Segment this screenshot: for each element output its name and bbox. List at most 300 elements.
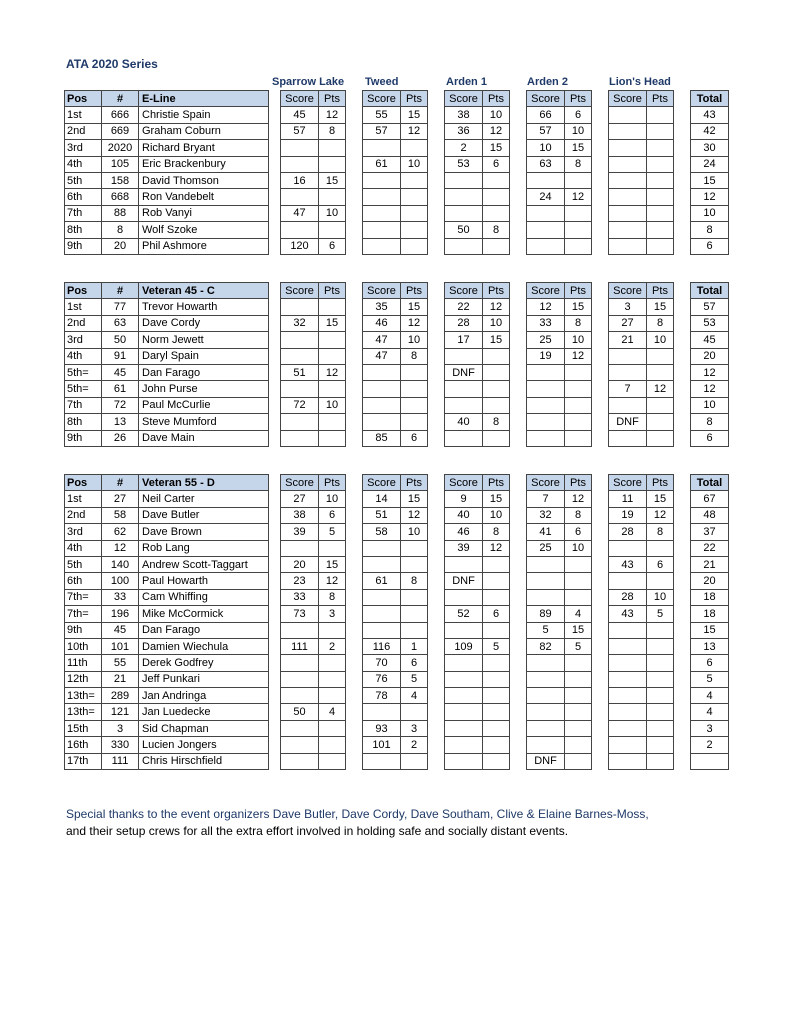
column-gap [428, 299, 445, 315]
column-gap [346, 507, 363, 523]
points-cell [401, 140, 428, 156]
points-cell: 12 [647, 381, 674, 397]
pts-column-header: Pts [401, 91, 428, 107]
column-gap [674, 704, 691, 720]
points-cell [647, 222, 674, 238]
total-cell: 30 [691, 140, 729, 156]
column-gap [269, 688, 281, 704]
total-cell: 43 [691, 107, 729, 123]
column-gap [592, 638, 609, 654]
rider-number-cell: 101 [102, 638, 139, 654]
table-row [65, 556, 729, 572]
score-cell [527, 704, 565, 720]
column-gap [674, 491, 691, 507]
column-gap [592, 524, 609, 540]
column-gap [510, 172, 527, 188]
points-cell: 6 [565, 107, 592, 123]
score-cell: 57 [363, 123, 401, 139]
score-cell [281, 688, 319, 704]
score-cell: 12 [527, 299, 565, 315]
column-gap [269, 140, 281, 156]
acknowledgement-note [66, 806, 766, 840]
position-cell: 7th= [65, 606, 102, 622]
position-cell: 8th [65, 414, 102, 430]
rider-name-cell: Dave Butler [139, 507, 269, 523]
score-cell: 11 [609, 491, 647, 507]
score-cell: DNF [527, 753, 565, 769]
score-cell [527, 556, 565, 572]
column-gap [346, 172, 363, 188]
position-cell: 4th [65, 348, 102, 364]
points-cell [319, 222, 346, 238]
score-cell [363, 364, 401, 380]
points-cell [647, 205, 674, 221]
table-row [65, 753, 729, 769]
rider-number-cell: 8 [102, 222, 139, 238]
points-cell [565, 720, 592, 736]
points-cell: 10 [483, 507, 510, 523]
column-gap [428, 720, 445, 736]
points-cell [647, 123, 674, 139]
points-cell [319, 414, 346, 430]
points-cell [483, 655, 510, 671]
points-cell [401, 753, 428, 769]
points-cell: 12 [565, 348, 592, 364]
score-column-header: Score [363, 475, 401, 491]
column-gap [592, 671, 609, 687]
points-cell [565, 205, 592, 221]
score-cell [527, 172, 565, 188]
column-gap [269, 720, 281, 736]
column-gap [269, 364, 281, 380]
table-row [65, 107, 729, 123]
pts-column-header: Pts [319, 91, 346, 107]
column-gap [269, 737, 281, 753]
total-cell: 6 [691, 238, 729, 254]
rider-number-cell: 2020 [102, 140, 139, 156]
rider-name-cell: Paul Howarth [139, 573, 269, 589]
column-gap [346, 688, 363, 704]
rider-name-cell: Wolf Szoke [139, 222, 269, 238]
column-gap [428, 688, 445, 704]
pts-column-header: Pts [319, 475, 346, 491]
points-cell: 5 [401, 671, 428, 687]
table-row [65, 348, 729, 364]
column-gap [510, 140, 527, 156]
points-cell [483, 622, 510, 638]
score-cell: 7 [609, 381, 647, 397]
points-cell [565, 688, 592, 704]
score-cell [609, 753, 647, 769]
rider-name-cell: Andrew Scott-Taggart [139, 556, 269, 572]
points-cell: 6 [319, 238, 346, 254]
points-cell: 8 [319, 123, 346, 139]
column-gap [510, 430, 527, 446]
score-cell: 52 [445, 606, 483, 622]
rider-number-cell: 55 [102, 655, 139, 671]
column-gap [269, 283, 281, 299]
column-gap [592, 704, 609, 720]
column-gap [510, 123, 527, 139]
score-cell: 28 [609, 589, 647, 605]
rider-number-cell: 100 [102, 573, 139, 589]
points-cell: 6 [401, 655, 428, 671]
column-gap [592, 140, 609, 156]
column-gap [346, 622, 363, 638]
rider-name-cell: Trevor Howarth [139, 299, 269, 315]
table-row [65, 606, 729, 622]
score-cell [281, 720, 319, 736]
table-row [65, 397, 729, 413]
rider-number-cell: 77 [102, 299, 139, 315]
position-cell: 13th= [65, 704, 102, 720]
column-gap [269, 704, 281, 720]
column-gap [269, 222, 281, 238]
column-gap [510, 507, 527, 523]
total-cell: 12 [691, 364, 729, 380]
score-cell [609, 348, 647, 364]
column-gap [269, 540, 281, 556]
points-cell [319, 299, 346, 315]
column-gap [346, 91, 363, 107]
score-column-header: Score [609, 475, 647, 491]
column-gap [592, 430, 609, 446]
rider-name-cell: Rob Lang [139, 540, 269, 556]
column-gap [592, 205, 609, 221]
column-gap [269, 205, 281, 221]
score-cell [363, 172, 401, 188]
score-cell [445, 172, 483, 188]
points-cell: 6 [483, 156, 510, 172]
points-cell [565, 364, 592, 380]
position-cell: 13th= [65, 688, 102, 704]
score-cell: 35 [363, 299, 401, 315]
column-gap [674, 222, 691, 238]
points-cell [401, 381, 428, 397]
total-cell: 57 [691, 299, 729, 315]
column-gap [346, 737, 363, 753]
column-gap [510, 107, 527, 123]
column-gap [269, 589, 281, 605]
column-gap [428, 238, 445, 254]
column-gap [592, 123, 609, 139]
position-cell: 5th [65, 172, 102, 188]
score-cell [363, 222, 401, 238]
score-cell [281, 540, 319, 556]
column-gap [510, 397, 527, 413]
points-cell [319, 348, 346, 364]
points-cell: 10 [647, 332, 674, 348]
pos-column-header: Pos [65, 475, 102, 491]
column-gap [428, 491, 445, 507]
column-gap [428, 172, 445, 188]
total-cell [691, 753, 729, 769]
points-cell [319, 753, 346, 769]
column-gap [592, 156, 609, 172]
score-cell: 10 [527, 140, 565, 156]
score-cell: 57 [281, 123, 319, 139]
column-gap [674, 753, 691, 769]
score-column-header: Score [363, 91, 401, 107]
column-gap [346, 140, 363, 156]
score-cell: 53 [445, 156, 483, 172]
column-gap [269, 156, 281, 172]
table-row [65, 381, 729, 397]
score-cell [609, 238, 647, 254]
points-cell: 8 [401, 348, 428, 364]
column-gap [592, 222, 609, 238]
points-cell [647, 238, 674, 254]
column-gap [592, 189, 609, 205]
position-cell: 15th [65, 720, 102, 736]
column-gap [428, 123, 445, 139]
rider-name-cell: Jan Andringa [139, 688, 269, 704]
column-gap [269, 299, 281, 315]
score-cell: 89 [527, 606, 565, 622]
score-cell [609, 688, 647, 704]
column-gap [674, 107, 691, 123]
score-cell: 43 [609, 606, 647, 622]
score-cell: 58 [363, 524, 401, 540]
class-name-header: Veteran 55 - D [139, 475, 269, 491]
points-cell [565, 381, 592, 397]
column-gap [510, 332, 527, 348]
total-column-header: Total [691, 475, 729, 491]
points-cell [647, 156, 674, 172]
column-gap [674, 606, 691, 622]
score-cell [445, 720, 483, 736]
pts-column-header: Pts [565, 475, 592, 491]
column-gap [510, 655, 527, 671]
score-cell [445, 238, 483, 254]
score-cell: 41 [527, 524, 565, 540]
column-gap [428, 573, 445, 589]
column-gap [269, 573, 281, 589]
column-gap [592, 91, 609, 107]
column-gap [674, 140, 691, 156]
column-gap [346, 753, 363, 769]
points-cell: 4 [319, 704, 346, 720]
column-gap [428, 414, 445, 430]
table-row [65, 671, 729, 687]
column-gap [592, 332, 609, 348]
table-header-row [65, 91, 729, 107]
points-cell [647, 107, 674, 123]
column-gap [269, 524, 281, 540]
column-gap [428, 556, 445, 572]
points-cell [319, 720, 346, 736]
points-cell: 12 [401, 315, 428, 331]
score-cell: 5 [527, 622, 565, 638]
number-column-header: # [102, 475, 139, 491]
score-column-header: Score [445, 475, 483, 491]
points-cell: 6 [401, 430, 428, 446]
position-cell: 10th [65, 638, 102, 654]
rider-name-cell: Chris Hirschfield [139, 753, 269, 769]
points-cell [319, 430, 346, 446]
position-cell: 6th [65, 573, 102, 589]
column-gap [510, 540, 527, 556]
points-cell [401, 364, 428, 380]
column-gap [592, 720, 609, 736]
rider-number-cell: 196 [102, 606, 139, 622]
points-cell: 15 [483, 491, 510, 507]
column-gap [346, 348, 363, 364]
column-gap [269, 397, 281, 413]
points-cell: 15 [565, 622, 592, 638]
column-gap [510, 753, 527, 769]
score-cell [609, 222, 647, 238]
column-gap [269, 189, 281, 205]
score-cell: 36 [445, 123, 483, 139]
column-gap [592, 414, 609, 430]
position-cell: 16th [65, 737, 102, 753]
column-gap [346, 414, 363, 430]
column-gap [346, 364, 363, 380]
score-cell: 66 [527, 107, 565, 123]
column-gap [346, 524, 363, 540]
column-gap [269, 414, 281, 430]
pts-column-header: Pts [319, 283, 346, 299]
rider-name-cell: Dave Cordy [139, 315, 269, 331]
rider-number-cell: 88 [102, 205, 139, 221]
points-cell: 12 [483, 123, 510, 139]
score-cell [281, 414, 319, 430]
table-row [65, 414, 729, 430]
points-cell [483, 397, 510, 413]
column-gap [269, 655, 281, 671]
rider-name-cell: Richard Bryant [139, 140, 269, 156]
points-cell: 6 [647, 556, 674, 572]
table-row [65, 507, 729, 523]
column-gap [269, 172, 281, 188]
position-cell: 1st [65, 107, 102, 123]
score-cell: 61 [363, 573, 401, 589]
score-column-header: Score [281, 475, 319, 491]
points-cell: 12 [647, 507, 674, 523]
column-gap [428, 540, 445, 556]
score-cell [363, 622, 401, 638]
rider-name-cell: Phil Ashmore [139, 238, 269, 254]
column-gap [346, 156, 363, 172]
column-gap [592, 655, 609, 671]
score-cell [609, 638, 647, 654]
pts-column-header: Pts [565, 283, 592, 299]
points-cell [483, 348, 510, 364]
column-gap [346, 397, 363, 413]
rider-number-cell: 27 [102, 491, 139, 507]
score-column-header: Score [445, 91, 483, 107]
points-cell [483, 688, 510, 704]
column-gap [428, 753, 445, 769]
score-cell: 47 [363, 348, 401, 364]
pts-column-header: Pts [401, 283, 428, 299]
score-cell [527, 205, 565, 221]
points-cell [319, 737, 346, 753]
column-gap [510, 315, 527, 331]
points-cell: 8 [647, 315, 674, 331]
rider-name-cell: Jeff Punkari [139, 671, 269, 687]
column-gap [510, 238, 527, 254]
column-gap [674, 622, 691, 638]
column-gap [592, 540, 609, 556]
column-gap [592, 589, 609, 605]
points-cell [647, 430, 674, 446]
table-row [65, 573, 729, 589]
score-cell [445, 381, 483, 397]
points-cell: 3 [401, 720, 428, 736]
column-gap [428, 348, 445, 364]
score-cell: 28 [445, 315, 483, 331]
points-cell [565, 222, 592, 238]
total-cell: 15 [691, 622, 729, 638]
column-gap [269, 107, 281, 123]
total-cell: 8 [691, 222, 729, 238]
score-cell: DNF [609, 414, 647, 430]
results-table-0 [64, 90, 729, 255]
column-gap [428, 205, 445, 221]
score-cell [527, 720, 565, 736]
position-cell: 17th [65, 753, 102, 769]
points-cell: 15 [647, 299, 674, 315]
column-gap [510, 91, 527, 107]
score-cell [609, 140, 647, 156]
column-gap [346, 381, 363, 397]
points-cell: 2 [319, 638, 346, 654]
column-gap [674, 688, 691, 704]
score-cell [609, 704, 647, 720]
column-gap [674, 332, 691, 348]
table-row [65, 364, 729, 380]
score-cell: 93 [363, 720, 401, 736]
acknowledgement-line-1: Special thanks to the event organizers Dave Butler, Dave Cordy, Dave Southam, Clive & Elaine Barnes-Moss, [66, 807, 649, 821]
column-gap [674, 123, 691, 139]
score-cell [527, 430, 565, 446]
rider-name-cell: Graham Coburn [139, 123, 269, 139]
column-gap [592, 315, 609, 331]
score-cell [281, 737, 319, 753]
score-cell: 27 [609, 315, 647, 331]
rider-name-cell: Derek Godfrey [139, 655, 269, 671]
score-cell: 39 [445, 540, 483, 556]
column-gap [428, 606, 445, 622]
position-cell: 5th= [65, 381, 102, 397]
venue-heading-lions-head: Lion's Head [609, 76, 671, 88]
points-cell [483, 381, 510, 397]
points-cell: 12 [483, 540, 510, 556]
score-cell [609, 156, 647, 172]
points-cell [647, 720, 674, 736]
rider-number-cell: 26 [102, 430, 139, 446]
column-gap [269, 348, 281, 364]
points-cell: 6 [483, 606, 510, 622]
points-cell [319, 156, 346, 172]
column-gap [428, 332, 445, 348]
total-cell: 67 [691, 491, 729, 507]
total-cell: 24 [691, 156, 729, 172]
column-gap [269, 606, 281, 622]
points-cell: 8 [401, 573, 428, 589]
score-cell [281, 222, 319, 238]
points-cell: 1 [401, 638, 428, 654]
points-cell: 5 [565, 638, 592, 654]
column-gap [346, 655, 363, 671]
score-cell [527, 397, 565, 413]
column-gap [674, 475, 691, 491]
points-cell: 3 [319, 606, 346, 622]
points-cell: 12 [483, 299, 510, 315]
points-cell [565, 414, 592, 430]
